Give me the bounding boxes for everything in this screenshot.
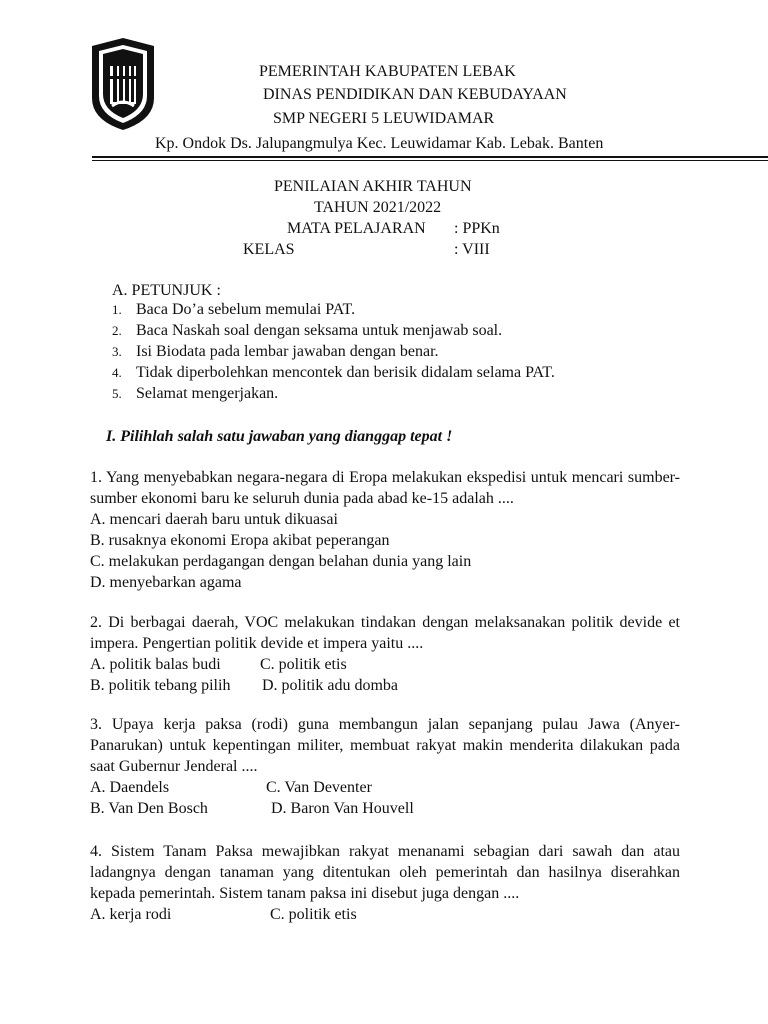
answer-option: C. politik etis [270, 906, 357, 923]
subject-label: MATA PELAJARAN [287, 220, 426, 237]
gov-header-line: PEMERINTAH KABUPATEN LEBAK [259, 63, 516, 80]
instruction-number: 3. [112, 344, 122, 359]
question-3 [90, 714, 680, 819]
instruction-item: Isi Biodata pada lembar jawaban dengan benar. [136, 343, 439, 360]
department-header-line: DINAS PENDIDIKAN DAN KEBUDAYAAN [263, 86, 567, 103]
answer-option: A. mencari daerah baru untuk dikuasai [90, 511, 338, 528]
instruction-item: Baca Do’a sebelum memulai PAT. [136, 301, 356, 318]
school-name: SMP NEGERI 5 LEUWIDAMAR [273, 110, 495, 127]
question-text: 1. Yang menyebabkan negara-negara di Eropa melakukan ekspedisi untuk mencari sumber-sumber ekonomi baru ke seluruh dunia pada abad ke-15 adalah .... [90, 469, 680, 507]
answer-option: A. Daendels [90, 779, 170, 796]
question-text: 2. Di berbagai daerah, VOC melakukan tindakan dengan melaksanakan politik devide et impera. Pengertian politik devide et impera yaitu .... [90, 614, 680, 652]
answer-option: A. kerja rodi [90, 906, 172, 923]
question-text: 3. Upaya kerja paksa (rodi) guna membangun jalan sepanjang pulau Jawa (Anyer-Panarukan) untuk kepentingan militer, membuat rakyat makin menderita dilakukan pada saat Gubernur Jenderal .... [90, 716, 680, 775]
instruction-item: Selamat mengerjakan. [136, 385, 279, 402]
instruction-number: 2. [112, 323, 122, 338]
answer-option: B. Van Den Bosch [90, 800, 208, 817]
school-crest-logo [90, 36, 156, 132]
question-text: 4. Sistem Tanam Paksa mewajibkan rakyat menanami sebagian dari sawah dan atau ladangnya dengan tanaman yang ditentukan oleh pemerintah dan hasilnya diserahkan kepada pemerintah. Sistem tanam paksa ini disebut juga dengan .... [90, 843, 680, 902]
answer-option: D. Baron Van Houvell [271, 800, 414, 817]
header-divider-thick [92, 156, 768, 158]
instruction-number: 5. [112, 386, 122, 401]
answer-option: D. menyebarkan agama [90, 574, 242, 591]
header-divider-thin [92, 160, 768, 161]
instruction-number: 1. [112, 302, 122, 317]
answer-option: A. politik balas budi [90, 656, 221, 673]
answer-option: C. melakukan perdagangan dengan belahan dunia yang lain [90, 553, 472, 570]
class-value: : VIII [454, 241, 490, 258]
answer-option: D. politik adu domba [262, 677, 398, 694]
question-4 [90, 841, 680, 925]
answer-option: B. rusaknya ekonomi Eropa akibat peperangan [90, 532, 390, 549]
exam-year: TAHUN 2021/2022 [314, 199, 442, 216]
section-title: I. Pilihlah salah satu jawaban yang dianggap tepat ! [106, 428, 453, 445]
answer-option: C. Van Deventer [266, 779, 372, 796]
instruction-item: Tidak diperbolehkan mencontek dan berisik didalam selama PAT. [136, 364, 555, 381]
instructions-heading: A. PETUNJUK : [112, 282, 221, 299]
class-label: KELAS [243, 241, 295, 258]
answer-option: B. politik tebang pilih [90, 677, 231, 694]
instruction-number: 4. [112, 365, 122, 380]
question-2 [90, 612, 680, 696]
school-address: Kp. Ondok Ds. Jalupangmulya Kec. Leuwidamar Kab. Lebak. Banten [155, 135, 604, 152]
subject-value: : PPKn [454, 220, 500, 237]
exam-title: PENILAIAN AKHIR TAHUN [274, 178, 472, 195]
instruction-item: Baca Naskah soal dengan seksama untuk menjawab soal. [136, 322, 503, 339]
question-1 [90, 467, 680, 593]
answer-option: C. politik etis [260, 656, 347, 673]
